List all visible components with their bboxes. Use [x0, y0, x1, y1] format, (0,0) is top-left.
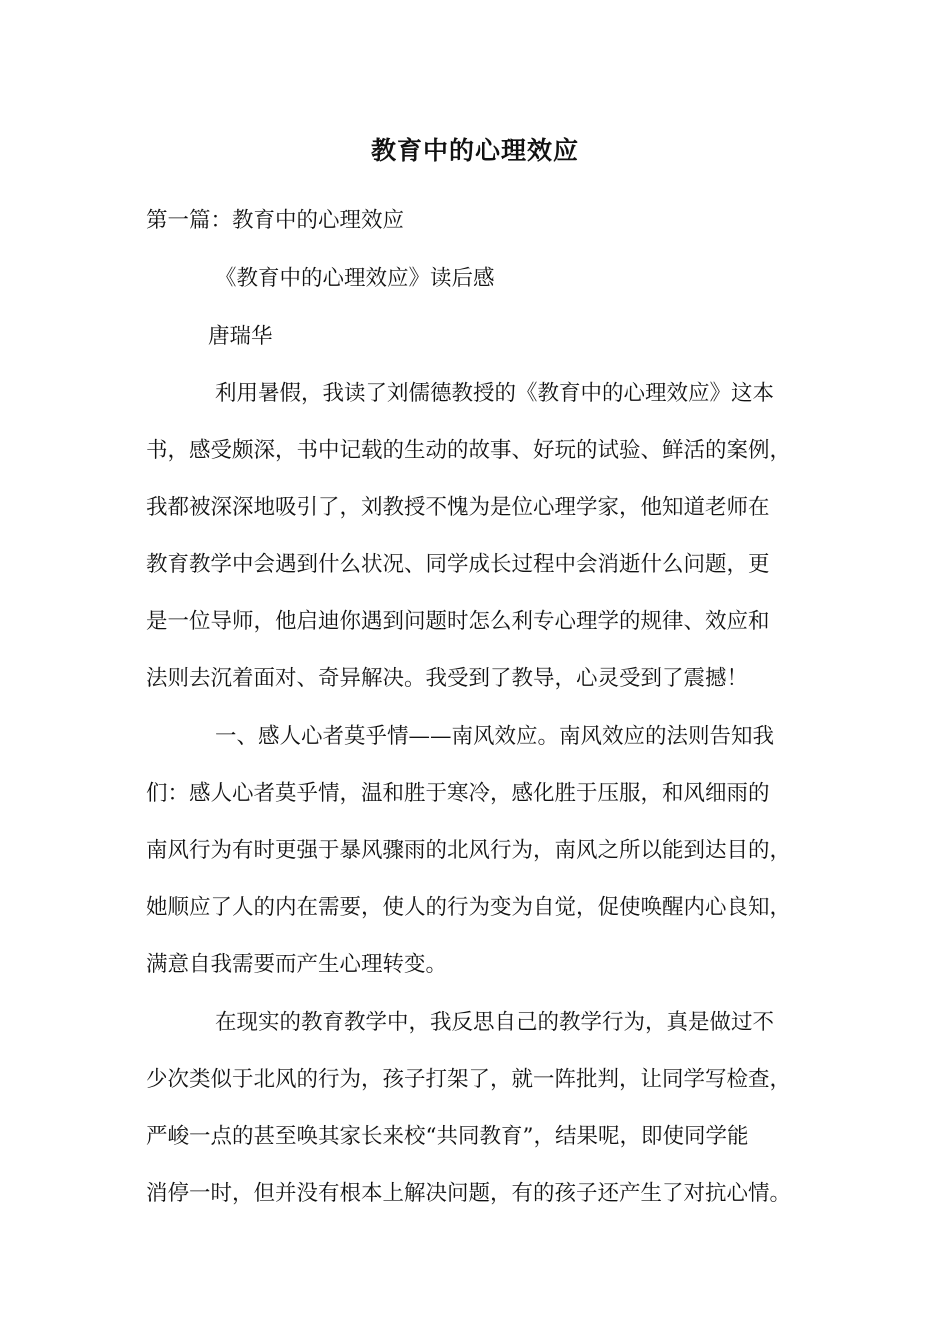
document-title: 教育中的心理效应 — [370, 136, 579, 165]
paragraph-line: 她顺应了人的内在需要，使人的行为变为自觉，促使唤醒内心良知， — [146, 895, 792, 920]
paragraph-line: 教育教学中会遇到什么状况、同学成长过程中会消逝什么问题，更 — [146, 552, 770, 577]
paragraph-line: 一、感人心者莫乎情——南风效应。南风效应的法则告知我 — [215, 724, 775, 749]
paragraph-line: 我都被深深地吸引了，刘教授不愧为是位心理学家，他知道老师在 — [146, 495, 770, 520]
paragraph-line: 消停一时，但并没有根本上解决问题，有的孩子还产生了对抗心情。 — [146, 1181, 792, 1206]
paragraph-line: 是一位导师，他启迪你遇到问题时怎么利专心理学的规律、效应和 — [146, 609, 770, 634]
section-heading: 第一篇：教育中的心理效应 — [146, 208, 405, 233]
subtitle: 《教育中的心理效应》读后感 — [215, 266, 495, 291]
paragraph-line: 南风行为有时更强于暴风骤雨的北风行为，南风之所以能到达目的， — [146, 838, 792, 863]
paragraph-line: 在现实的教育教学中，我反思自己的教学行为，真是做过不 — [215, 1010, 775, 1035]
paragraph-line: 书，感受颇深，书中记载的生动的故事、好玩的试验、鲜活的案例， — [146, 438, 792, 463]
paragraph-line: 们：感人心者莫乎情，温和胜于寒冷，感化胜于压服，和风细雨的 — [146, 781, 770, 806]
paragraph-line: 利用暑假，我读了刘儒德教授的《教育中的心理效应》这本 — [215, 381, 775, 406]
paragraph-line: 严峻一点的甚至唤其家长来校“共同教育”，结果呢，即使同学能 — [146, 1124, 749, 1149]
author-name: 唐瑞华 — [208, 324, 273, 349]
paragraph-line: 少次类似于北风的行为，孩子打架了，就一阵批判，让同学写检查， — [146, 1067, 792, 1092]
paragraph-line: 法则去沉着面对、奇异解决。我受到了教导，心灵受到了震撼！ — [146, 666, 749, 691]
paragraph-line: 满意自我需要而产生心理转变。 — [146, 952, 448, 977]
